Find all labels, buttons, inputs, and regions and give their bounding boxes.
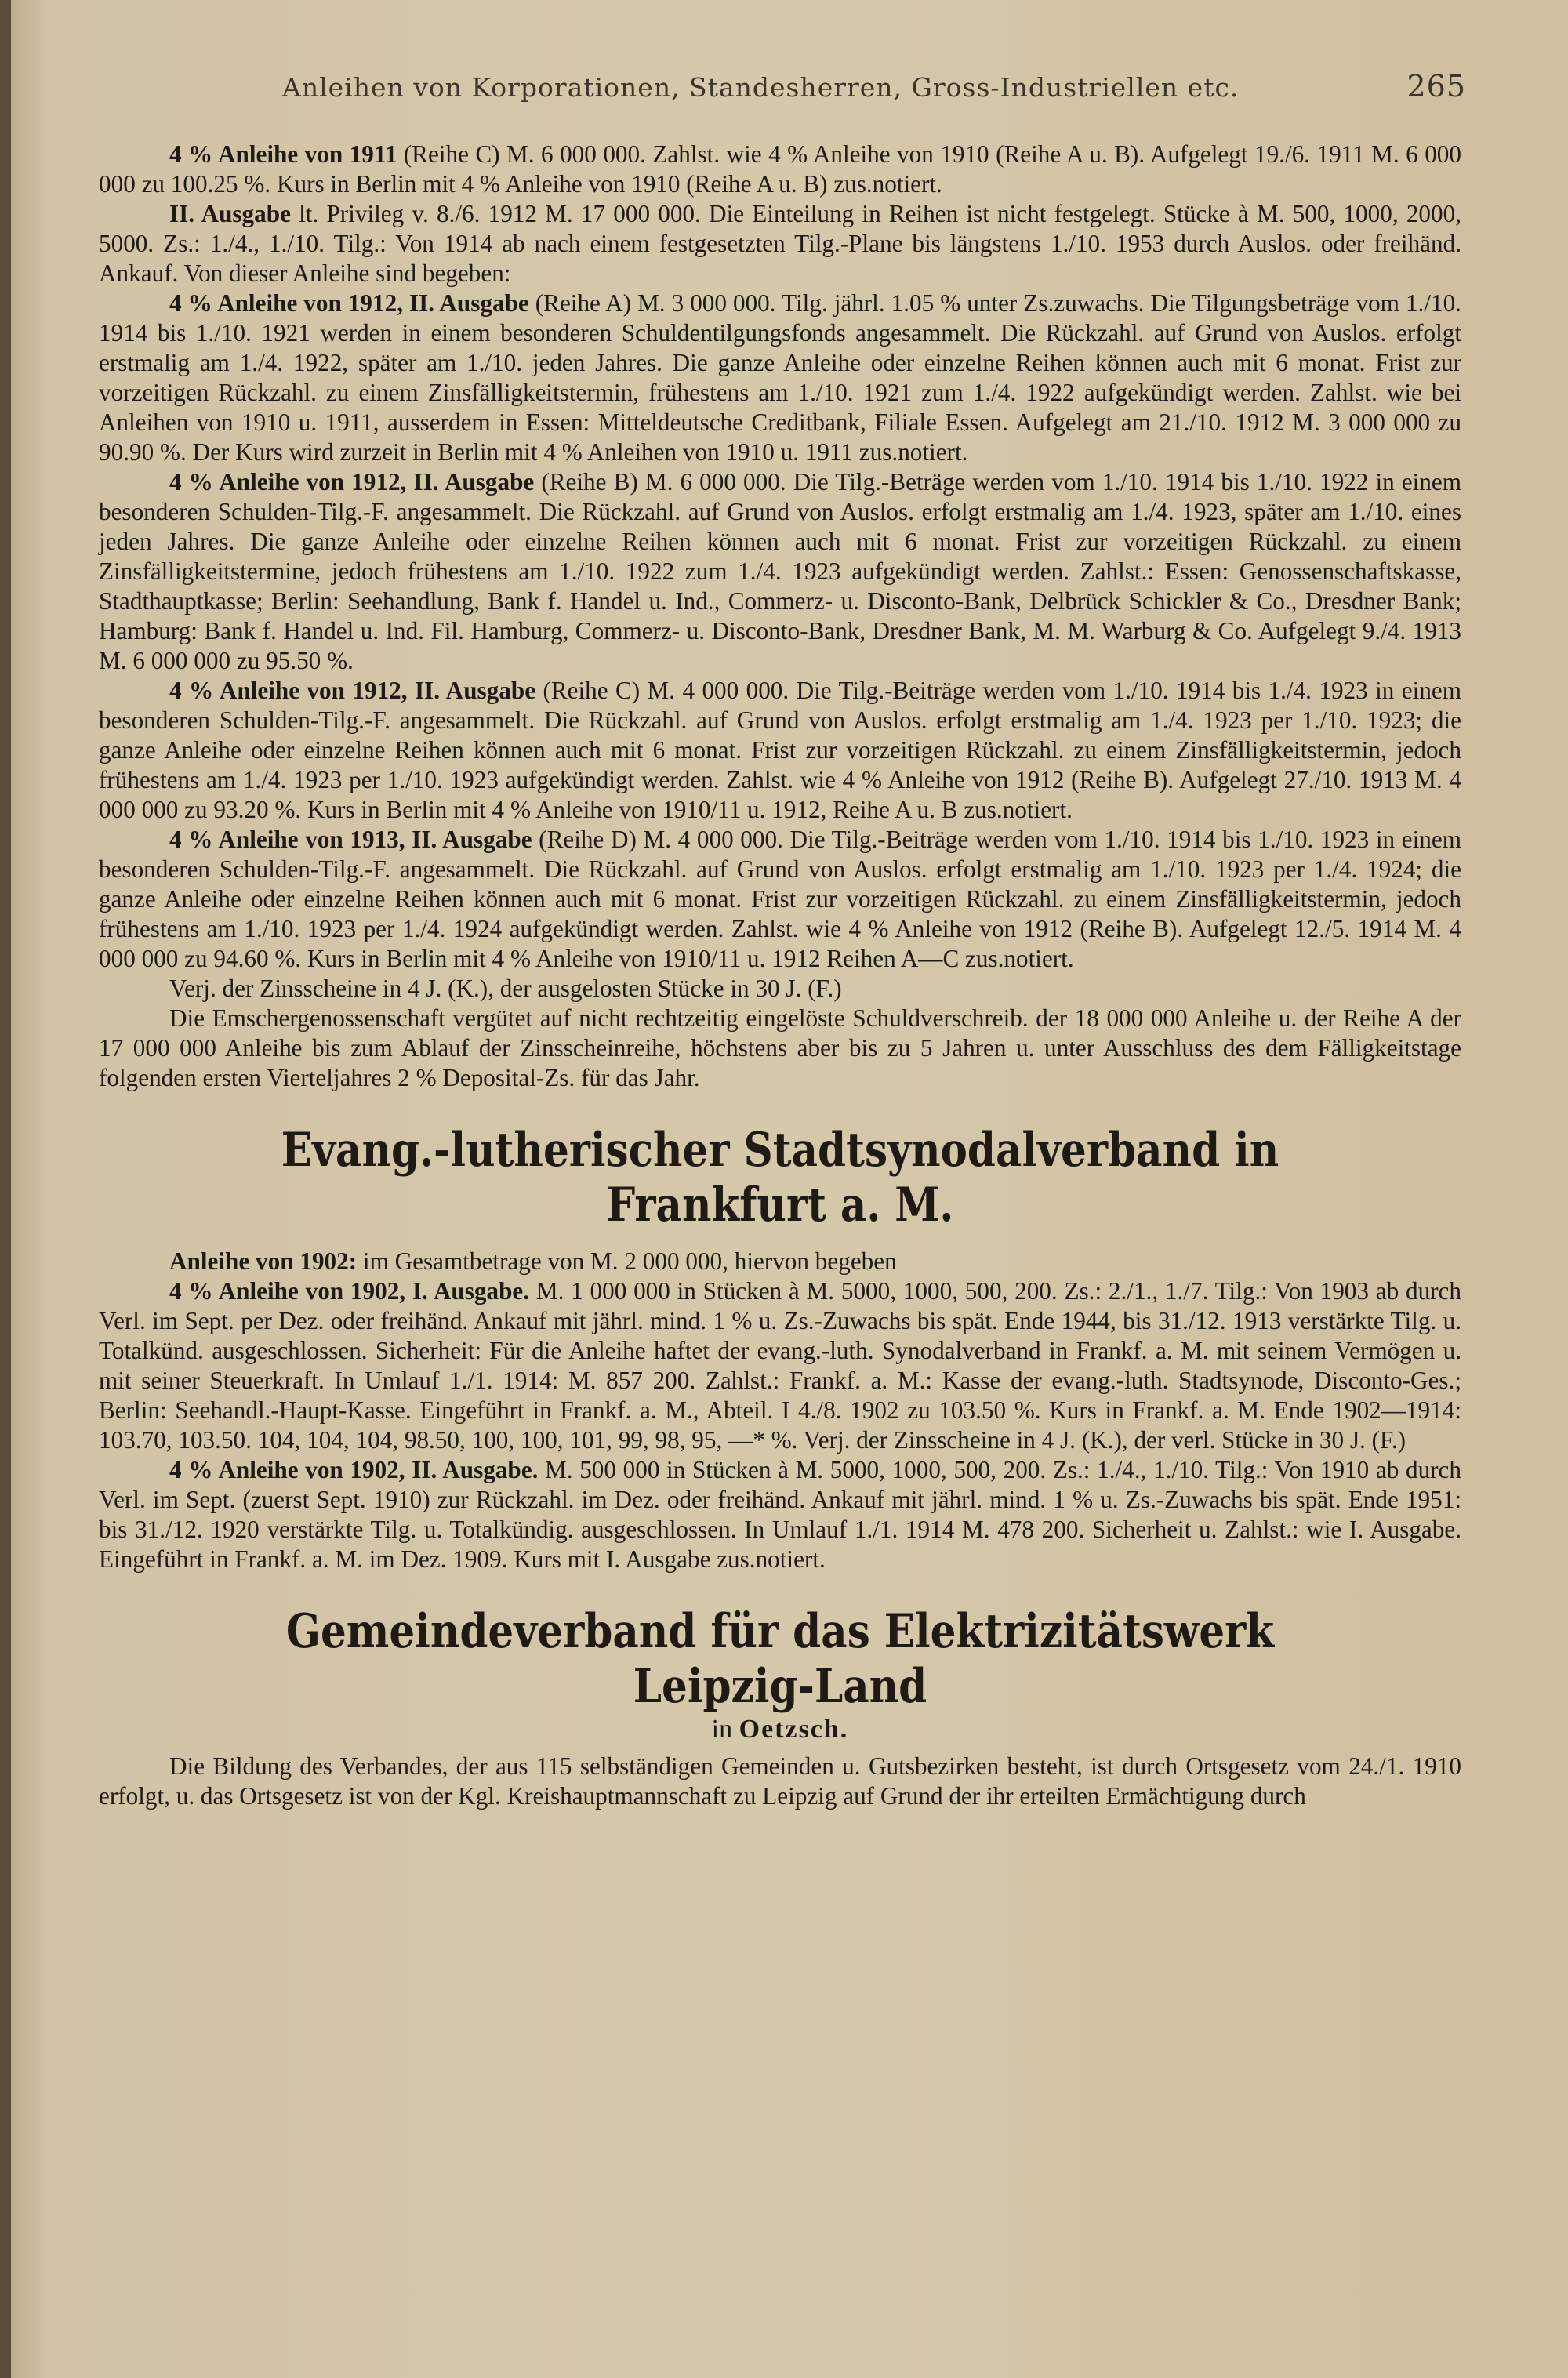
paragraph-reihe-c: 4 % Anleihe von 1912, II. Ausgabe (Reihe C) M. 4 000 000. Die Tilg.-Beiträge werden vom 1./10. 1914 bis 1./4. 1923 in einem besonderen Schulden-Tilg.-F. angesammelt. Die Rückzahl. auf Grund von Auslos. erfolgt erstmalig am 1./4. 1923 per 1./10. 1923; die ganze Anleihe oder einzelne Reihen können auch mit 6 monat. Frist zur vorzeitigen Rückzahl. zu einem Zinsfälligkeitstermin, jedoch frühestens am 1./4. 1923 per 1./10. 1923 aufgekündigt werden. Zahlst. wie 4 % Anleihe von 1912 (Reihe B). Aufgelegt 27./10. 1913 M. 4 000 000 zu 93.20 %. Kurs in Berlin mit 4 % Anleihe von 1910/11 u. 1912, Reihe A u. B zus.notiert. [99,677,1461,823]
page-number: 265 [1406,69,1466,103]
binding-edge [0,0,11,2378]
running-title: Anleihen von Korporationen, Standesherren, Gross-Industriellen etc. [282,72,1240,103]
paragraph-lead: 4 % Anleihe von 1912, II. Ausgabe [169,289,529,317]
paragraph-anleihe-1902: Anleihe von 1902: im Gesamtbetrage von M. 2 000 000, hiervon begeben [169,1247,897,1275]
paragraph-verband-bildung: Die Bildung des Verbandes, der aus 115 selbständigen Gemeinden u. Gutsbezirken besteht, ist durch Ortsgesetz vom 24./1. 1910 erfolgt, u. das Ortsgesetz ist von der Kgl. Kreishauptmannschaft zu Leipzig auf Grund der ihr erteilten Ermächtigung durch [99,1752,1461,1810]
paragraph-lead: 4 % Anleihe von 1912, II. Ausgabe [169,677,536,704]
paragraph-ausgabe-ii: II. Ausgabe lt. Privileg v. 8./6. 1912 M. 17 000 000. Die Einteilung in Reihen ist nicht festgelegt. Stücke à M. 500, 1000, 2000, 5000. Zs.: 1./4., 1./10. Tilg.: Von 1914 ab nach einem festgesetzten Tilg.-Plane bis längstens 1./10. 1953 durch Auslos. oder freihänd. Ankauf. Von dieser Anleihe sind begeben: [99,200,1461,287]
paragraph-anleihe-1911: 4 % Anleihe von 1911 (Reihe C) M. 6 000 000. Zahlst. wie 4 % Anleihe von 1910 (Reihe A u. B). Aufgelegt 19./6. 1911 M. 6 000 000 zu 100.25 %. Kurs in Berlin mit 4 % Anleihe von 1910 (Reihe A u. B) zus.notiert. [99,140,1461,198]
section-subheading-location: in Oetzsch. [711,1715,849,1744]
page-body [99,140,1461,1811]
paragraph-lead: 4 % Anleihe von 1911 [169,140,397,168]
paragraph-lead: II. Ausgabe [169,200,291,227]
paragraph-lead: 4 % Anleihe von 1912, II. Ausgabe [169,468,535,496]
paragraph-1902-ausgabe-i: 4 % Anleihe von 1902, I. Ausgabe. M. 1 000 000 in Stücken à M. 5000, 1000, 500, 200. Zs.: 2./1., 1./7. Tilg.: Von 1903 ab durch Verl. im Sept. per Dez. oder freihänd. Ankauf mit jährl. mind. 1 % u. Zs.-Zuwachs bis spät. Ende 1944, bis 31./12. 1913 verstärkte Tilg. u. Totalkünd. ausgeschlossen. Sicherheit: Für die Anleihe haftet der evang.-luth. Synodalverband in Frankf. a. M. mit seinem Vermögen u. mit seiner Steuerkraft. In Umlauf 1./1. 1914: M. 857 200. Zahlst.: Frankf. a. M.: Kasse der evang.-luth. Stadtsynode, Disconto-Ges.; Berlin: Seehandl.-Haupt-Kasse. Eingeführt in Frankf. a. M., Abteil. I 4./8. 1902 zu 103.50 %. Kurs in Frankf. a. M. Ende 1902—1914: 103.70, 103.50. 104, 104, 104, 98.50, 100, 100, 101, 99, 98, 95, —* %. Verj. der Zinsscheine in 4 J. (K.), der verl. Stücke in 30 J. (F.) [99,1277,1461,1454]
paragraph-reihe-b: 4 % Anleihe von 1912, II. Ausgabe (Reihe B) M. 6 000 000. Die Tilg.-Beträge werden vom 1./10. 1914 bis 1./10. 1922 in einem besonderen Schulden-Tilg.-F. angesammelt. Die Rückzahl. auf Grund von Auslos. erfolgt erstmalig am 1./4. 1923, später am 1./10. eines jeden Jahres. Die ganze Anleihe oder einzelne Reihen können auch mit 6 monat. Frist zur vorzeitigen Rückzahl. zu einem Zinsfälligkeitstermine, jedoch frühestens am 1./10. 1922 zum 1./4. 1923 aufgekündigt werden. Zahlst.: Essen: Genossenschaftskasse, Stadthauptkasse; Berlin: Seehandlung, Bank f. Handel u. Ind., Commerz- u. Disconto-Bank, Delbrück Schickler & Co., Dresdner Bank; Hamburg: Bank f. Handel u. Ind. Fil. Hamburg, Commerz- u. Disconto-Bank, Dresdner Bank, M. M. Warburg & Co. Aufgelegt 9./4. 1913 M. 6 000 000 zu 95.50 %. [99,468,1461,674]
section-heading-leipzig: Gemeindeverband für das Elektrizitätswerk Leipzig-Land [285,1604,1275,1714]
paragraph-lead: 4 % Anleihe von 1913, II. Ausgabe [169,826,532,853]
section-heading-frankfurt: Evang.-lutherischer Stadtsynodalverband in Frankfurt a. M. [281,1123,1279,1233]
paragraph-reihe-d: 4 % Anleihe von 1913, II. Ausgabe (Reihe D) M. 4 000 000. Die Tilg.-Beiträge werden vom 1./10. 1914 bis 1./10. 1923 in einem besonderen Schulden-Tilg.-F. angesammelt. Die Rückzahl. auf Grund von Auslos. erfolgt erstmalig am 1./10. 1923 per 1./4. 1924; die ganze Anleihe oder einzelne Reihen können auch mit 6 monat. Frist zur vorzeitigen Rückzahl. zu einem Zinsfälligkeitstermin, jedoch frühestens am 1./10. 1923 per 1./4. 1924 aufgekündigt werden. Zahlst. wie 4 % Anleihe von 1912 (Reihe B). Aufgelegt 12./5. 1914 M. 4 000 000 zu 94.60 %. Kurs in Berlin mit 4 % Anleihe von 1910/11 u. 1912 Reihen A—C zus.notiert. [99,826,1461,972]
paragraph-reihe-a: 4 % Anleihe von 1912, II. Ausgabe (Reihe A) M. 3 000 000. Tilg. jährl. 1.05 % unter Zs.zuwachs. Die Tilgungsbeträge vom 1./10. 1914 bis 1./10. 1921 werden in einem besonderen Schuldentilgungsfonds angesammelt. Die Rückzahl. auf Grund von Auslos. erfolgt erstmalig am 1./4. 1922, später am 1./10. jeden Jahres. Die ganze Anleihe oder einzelne Reihen können auch mit 6 monat. Frist zur vorzeitigen Rückzahl. zu einem Zinsfälligkeitstermin, frühestens am 1./10. 1921 zum 1./4. 1922 aufgekündigt werden. Zahlst. wie bei Anleihen von 1910 u. 1911, ausserdem in Essen: Mitteldeutsche Creditbank, Filiale Essen. Aufgelegt am 21./10. 1912 M. 3 000 000 zu 90.90 %. Der Kurs wird zurzeit in Berlin mit 4 % Anleihen von 1910 u. 1911 zus.notiert. [99,289,1461,466]
paragraph-lead: 4 % Anleihe von 1902, II. Ausgabe. [169,1456,539,1483]
running-header [282,69,1466,103]
paragraph-emschergenossenschaft: Die Emschergenossenschaft vergütet auf nicht rechtzeitig eingelöste Schuldverschreib. der 18 000 000 Anleihe u. der Reihe A der 17 000 000 Anleihe bis zum Ablauf der Zinsscheinreihe, höchstens aber bis zu 5 Jahren u. unter Ausschluss des dem Fälligkeitstage folgenden ersten Vierteljahres 2 % Deposital-Zs. für das Jahr. [99,1004,1461,1091]
paragraph-lead: Anleihe von 1902: [169,1247,358,1275]
paragraph-lead: 4 % Anleihe von 1902, I. Ausgabe. [169,1277,530,1305]
paragraph-verjaehrung: Verj. der Zinsscheine in 4 J. (K.), der ausgelosten Stücke in 30 J. (F.) [169,975,842,1002]
paragraph-1902-ausgabe-ii: 4 % Anleihe von 1902, II. Ausgabe. M. 500 000 in Stücken à M. 5000, 1000, 500, 200. Zs.: 1./4., 1./10. Tilg.: Von 1910 ab durch Verl. im Sept. (zuerst Sept. 1910) zur Rückzahl. im Dez. oder freihänd. Ankauf mit jährl. mind. 1 % u. Zs.-Zuwachs bis spät. Ende 1951: bis 31./12. 1920 verstärkte Tilg. u. Totalkündig. ausgeschlossen. In Umlauf 1./1. 1914 M. 478 200. Sicherheit u. Zahlst.: wie I. Ausgabe. Eingeführt in Frankf. a. M. im Dez. 1909. Kurs mit I. Ausgabe zus.notiert. [99,1456,1461,1573]
